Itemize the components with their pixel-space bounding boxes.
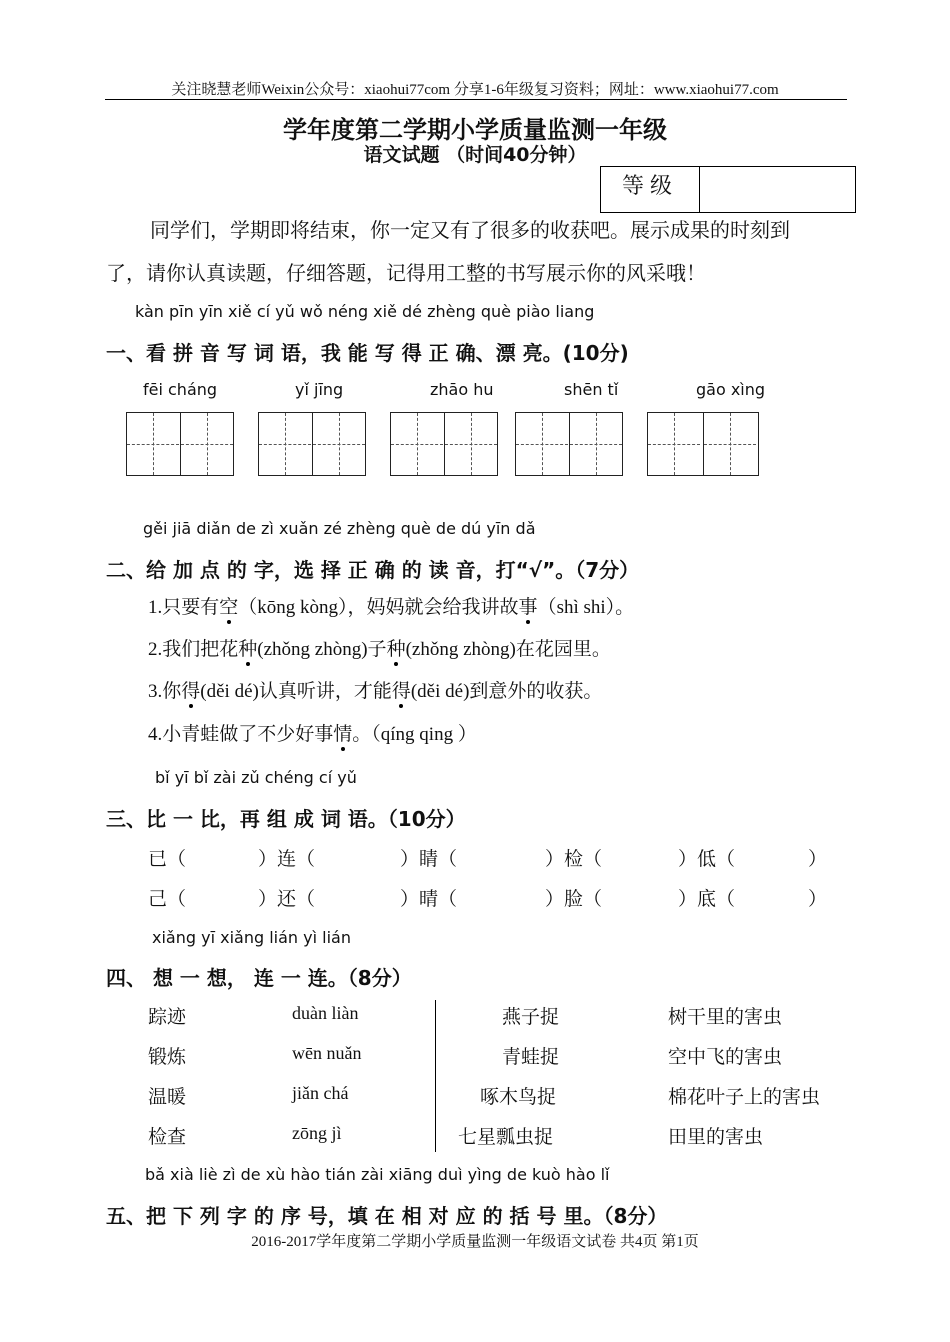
match-target-3[interactable]: 棉花叶子上的害虫 [668,1087,821,1108]
char-blank-1-2[interactable]: ）连（ [258,849,316,870]
match-target-4[interactable]: 田里的害虫 [668,1127,764,1148]
reading-item-1 [148,592,634,619]
exam-title: 学年度第二学期小学质量监测一年级 [283,116,667,144]
writing-cell[interactable] [259,413,311,475]
section4-heading: 四、 想 一 想， 连 一 连。（8分） [106,966,412,990]
dotted-char: 种 [238,634,257,661]
section5-heading: 五、把 下 列 字 的 序 号，填 在 相 对 应 的 括 号 里。（8分） [106,1204,668,1228]
writing-cell[interactable] [312,413,365,475]
char-blank-1-end: ） [808,849,828,870]
dotted-char: 种 [387,634,406,661]
match-pinyin-1[interactable]: duàn liàn [292,1003,359,1023]
exam-subtitle: 语文试题 （时间40分钟） [363,144,587,166]
section3-pinyin: bǐ yī bǐ zài zǔ chéng cí yǔ [155,768,357,787]
char-blank-2-end: ） [808,889,828,910]
writing-cell[interactable] [648,413,700,475]
match-pinyin-2[interactable]: wēn nuǎn [292,1043,362,1063]
section3-heading: 三、比 一 比，再 组 成 词 语。（10分） [106,807,466,831]
item-options[interactable]: （shì shi）。 [537,597,635,618]
writing-grid-2[interactable] [258,412,366,476]
match-pinyin-3[interactable]: jiǎn chá [292,1083,349,1103]
item-options[interactable]: (zhǒng zhòng)子 [257,639,387,660]
match-word-3[interactable]: 温暖 [148,1087,187,1108]
writing-grid-4[interactable] [515,412,623,476]
match-subject-2[interactable]: 青蛙捉 [502,1047,560,1068]
section4-pinyin: xiǎng yī xiǎng lián yì lián [152,928,351,947]
writing-cell[interactable] [569,413,622,475]
section1-heading: 一、看 拼 音 写 词 语，我 能 写 得 正 确、漂 亮。(10分) [106,341,629,365]
writing-cell[interactable] [444,413,497,475]
item-text: 你 [162,681,182,702]
item-number: 4. [148,724,163,745]
item-number: 2. [148,639,163,660]
grade-divider [699,167,700,212]
intro-line-2: 了，请你认真读题，仔细答题，记得用工整的书写展示你的风采哦！ [106,263,706,285]
writing-cell[interactable] [180,413,233,475]
match-separator [435,1000,436,1152]
writing-cell[interactable] [127,413,179,475]
word-pinyin-2: yǐ jīng [295,380,344,399]
char-blank-2-3[interactable]: ）晴（ [400,889,458,910]
item-options[interactable]: （kōng kòng），妈妈就会给我讲故 [238,597,519,618]
page-footer: 2016-2017学年度第二学期小学质量监测一年级语文试卷 共4页 第1页 [251,1234,699,1250]
writing-cell[interactable] [703,413,756,475]
section1-pinyin: kàn pīn yīn xiě cí yǔ wǒ néng xiě dé zhèng què piào liang [135,302,595,321]
writing-cell[interactable] [391,413,443,475]
writing-grid-3[interactable] [390,412,498,476]
item-text: 只要有 [162,597,220,618]
reading-item-3 [148,676,602,703]
header-rule [105,99,847,100]
item-text: 我们把花 [162,639,239,660]
match-subject-1[interactable]: 燕子捉 [502,1007,560,1028]
match-subject-3[interactable]: 啄木鸟捉 [480,1087,557,1108]
item-options[interactable]: (děi dé)认真听讲，才能 [200,681,392,702]
section2-heading: 二、给 加 点 的 字，选 择 正 确 的 读 音，打“√”。（7分） [106,558,640,582]
word-pinyin-4: shēn tǐ [564,380,619,399]
match-target-1[interactable]: 树干里的害虫 [668,1007,783,1028]
dotted-char: 空 [219,592,238,619]
reading-item-2 [148,634,611,661]
item-text: 小青蛙做了不少好事 [162,724,334,745]
char-blank-2-5[interactable]: ）底（ [678,889,736,910]
match-target-2[interactable]: 空中飞的害虫 [668,1047,783,1068]
item-options[interactable]: 。（qíng qing ） [352,724,477,745]
word-pinyin-1: fēi cháng [143,380,218,399]
match-word-2[interactable]: 锻炼 [148,1047,187,1068]
match-subject-4[interactable]: 七星瓢虫捉 [458,1127,554,1148]
match-word-4[interactable]: 检查 [148,1127,187,1148]
char-blank-2-4[interactable]: ）脸（ [545,889,603,910]
char-blank-1-4[interactable]: ）检（ [545,849,603,870]
page-header: 关注晓慧老师Weixin公众号：xiaohui77com 分享1-6年级复习资料；网址：www.xiaohui77.com [171,82,779,98]
section2-pinyin: gěi jiā diǎn de zì xuǎn zé zhèng què de dú yīn dǎ [143,519,536,538]
item-options[interactable]: (zhǒng zhòng)在花园里。 [405,639,611,660]
word-pinyin-3: zhāo hu [430,380,494,399]
item-number: 3. [148,681,163,702]
reading-item-4 [148,719,477,746]
dotted-char: 得 [392,676,411,703]
intro-line-1: 同学们，学期即将结束，你一定又有了很多的收获吧。展示成果的时刻到 [150,220,790,242]
match-pinyin-4[interactable]: zōng jì [292,1123,342,1143]
writing-grid-5[interactable] [647,412,759,476]
writing-cell[interactable] [516,413,568,475]
word-pinyin-5: gāo xìng [696,380,766,399]
char-blank-2-2[interactable]: ）还（ [258,889,316,910]
char-blank-1-1[interactable]: 已（ [148,849,187,870]
dotted-char: 情 [333,719,352,746]
match-word-1[interactable]: 踪迹 [148,1007,187,1028]
dotted-char: 得 [181,676,200,703]
char-blank-1-3[interactable]: ）睛（ [400,849,458,870]
item-number: 1. [148,597,163,618]
char-blank-2-1[interactable]: 己（ [148,889,187,910]
writing-grid-1[interactable] [126,412,234,476]
char-blank-1-5[interactable]: ）低（ [678,849,736,870]
grade-box [600,166,856,213]
dotted-char: 事 [519,592,538,619]
section5-pinyin: bǎ xià liè zì de xù hào tián zài xiāng duì yìng de kuò hào lǐ [145,1165,610,1184]
item-options[interactable]: (děi dé)到意外的收获。 [410,681,603,702]
grade-label: 等级 [621,173,678,198]
